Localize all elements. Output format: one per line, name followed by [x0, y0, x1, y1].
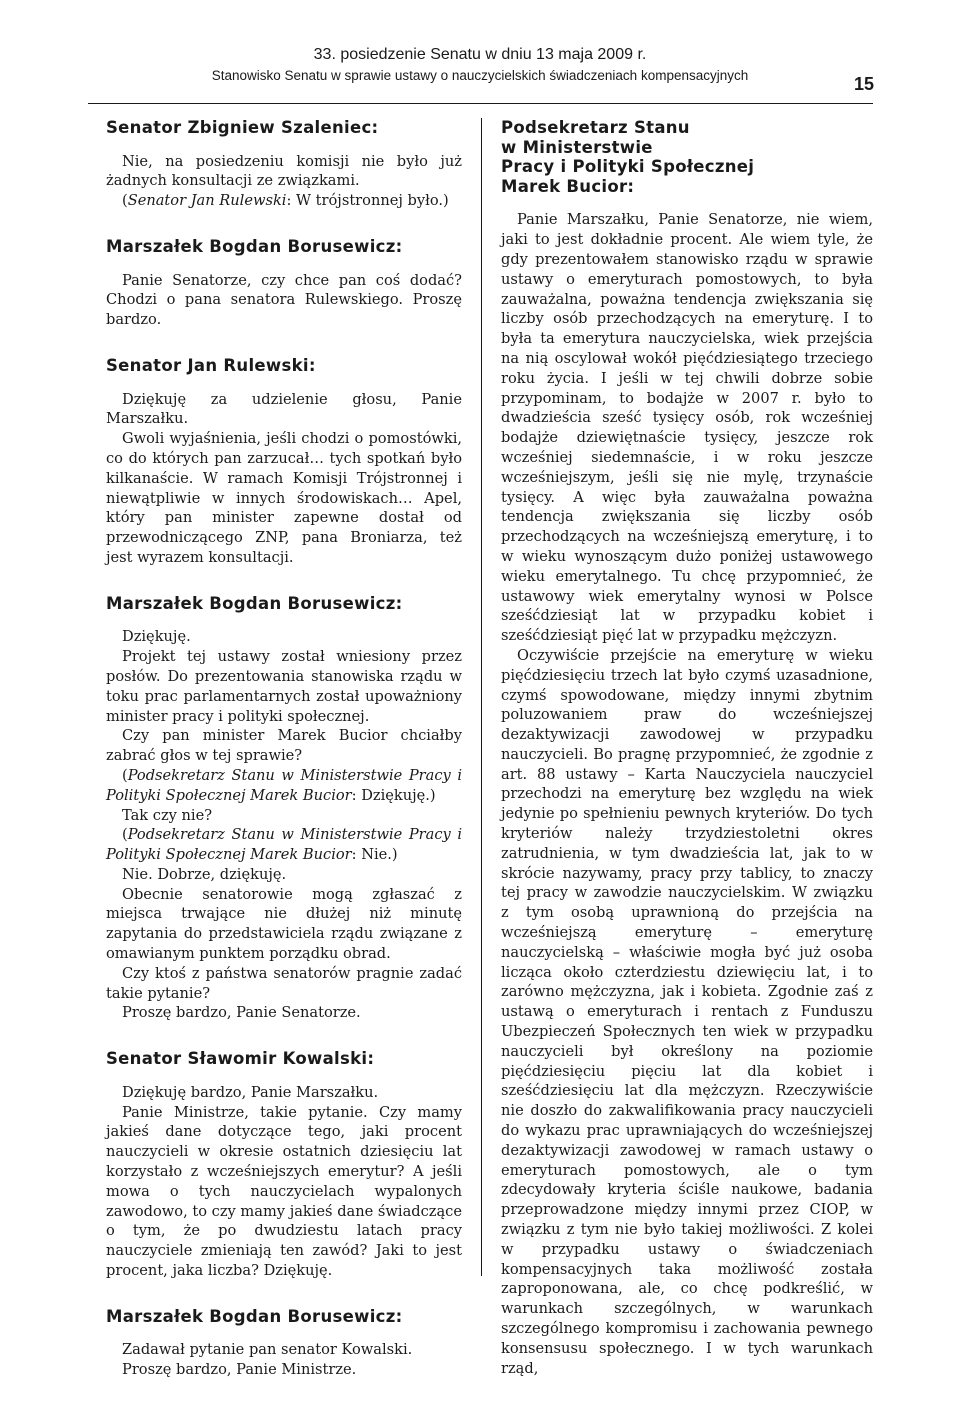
speech-paragraph: Projekt tej ustawy został wniesiony przez posłów. Do prezentowania stanowiska rządu w toku prac parlamentarnych został upoważniony minister pracy i polityki społecznej.: [106, 648, 462, 725]
speech-paragraph: Panie Senatorze, czy chce pan coś dodać? Chodzi o pana senatora Rulewskiego. Proszę bardzo.: [106, 271, 462, 329]
speaker-heading: Senator Jan Rulewski:: [106, 355, 316, 375]
speaker-heading: Marszałek Bogdan Borusewicz:: [106, 236, 403, 256]
speech-paragraph: Panie Marszałku, Panie Senatorze, nie wiem, jaki to jest dokładnie procent. Ale wiem tyle, że gdy prezentowałem stanowisko rządu w sprawie ustawy o emeryturach pomostowych, to była zauważalna, poważna tendencja zwiększania się liczby osób przechodzących na emeryturę. I to była ta emerytura nauczycielska, wiek przejścia na nią oscylował wokół pięćdziesiątego trzeciego roku życia. I jeśli w tej chwili dobrze sobie przypominam, to bodajże w 2007 r. było to dwadzieścia sześć tysięcy osób, rok wcześniej bodajże dziewiętnaście tysięcy, jeszcze rok wcześniej siedemnaście, i w roku jeszcze wcześniejszym, jeśli się nie mylę, trzynaście tysięcy. A więc była zauważalna poważna tendencja zwiększania się liczby osób przechodzących na wcześniejszą emeryturę, i to w wieku wynoszącym dużo poniżej ustawowego wieku emerytalnego. Tu chcę przypomnieć, że ustawowy wiek emerytalny wynosi w Polsce sześćdziesiąt lat w przypadku kobiet i sześćdziesiąt pięć lat w przypadku mężczyzn.: [501, 211, 873, 645]
left-column: [106, 118, 462, 1406]
speaker-heading-bucior: Podsekretarz Stanu w Ministerstwie Pracy i Polityki Społecznej Marek Bucior:: [501, 118, 755, 196]
speaker-heading: Senator Sławomir Kowalski:: [106, 1049, 375, 1069]
speech-szaleniec: [106, 118, 462, 211]
speech-paragraph: Panie Ministrze, takie pytanie. Czy mamy jakieś dane dotyczące tego, jaki procent nauczycieli w okresie ostatnich dziesięciu lat korzystało z wcześniejszych emerytur? A jeśli mowa o tych nauczycielach wypalonych zawodowo, to czy mamy jakieś dane świadczące o tym, że po dwudziestu latach pracy nauczyciele zmieniają ten zawód? Jaki to jest procent, jaka liczba? Dziękuję.: [106, 1103, 462, 1280]
header-rule: [88, 103, 873, 104]
speaker-heading: Marszałek Bogdan Borusewicz:: [106, 593, 403, 613]
column-divider: [481, 118, 482, 1276]
speech-paragraph: Gwoli wyjaśnienia, jeśli chodzi o pomostówki, co do których pan zarzucał… tych spotkań było kilkanaście. W ramach Komisji Trójstronnej i niewątpliwie w innych środowiskach… Apel, który pan minister zapewne dostał od przewodniczącego ZNP, pana Broniarza, też jest wyrazem konsultacji.: [106, 430, 462, 566]
speech-paragraph: Czy ktoś z państwa senatorów pragnie zadać takie pytanie?: [106, 964, 462, 1002]
speech-paragraph: Zadawał pytanie pan senator Kowalski.: [122, 1341, 413, 1359]
stage-direction: (Senator Jan Rulewski: W trójstronnej było.): [122, 192, 449, 210]
speaker-heading: Marszałek Bogdan Borusewicz:: [106, 1306, 403, 1326]
speech-paragraph: Proszę bardzo, Panie Senatorze.: [122, 1004, 361, 1022]
speech-paragraph: Oczywiście przejście na emeryturę w wieku pięćdziesięciu trzech lat było czymś uzasadnione, czymś spowodowane, między innymi zbytnim poluzowaniem praw do wcześniejszej dezaktywizacji zawodowej w przypadku nauczycieli. Bo pragnę przypomnieć, że zgodnie z art. 88 ustawy – Karta Nauczyciela nauczyciel przechodzi na emeryturę bez względu na wiek jedynie po spełnieniu pewnych kryteriów. Do tych kryteriów należy trzydziestoletni okres zatrudnienia, w tym dwadzieścia lat, jak to w skrócie nazywamy, pracy przy tablicy, to znaczy tej pracy w zawodzie nauczycielskim. W związku z tym osobą uprawnioną do przejścia na wcześniejszą emeryturę – emeryturę nauczycielską – właściwie mogła być już osoba licząca około czterdziestu dziewięciu lat, i to zarówno mężczyzna, jak i kobieta. Zgodnie zaś z ustawą o emeryturach i rentach z Funduszu Ubezpieczeń Społecznych ten wiek w przypadku nauczycieli był określony na poziomie pięćdziesięciu pięciu lat dla kobiet i sześćdziesięciu lat dla mężczyzn. Rzeczywiście nie doszło do zakwalifikowania pracy nauczycieli do wykazu prac uprawniających do wcześniejszej dezaktywizacji zawodowej w ramach ustawy o emeryturach pomostowych, ale o tym zdecydowały kryteria ściśle naukowe, badania przeprowadzone między innymi przez CIOP, w związku z tym nie było takiej możliwości. Z kolei w przypadku ustawy o świadczeniach kompensacyjnych taka możliwość została zaproponowana, ale, co chcę podkreślić, w warunkach szczególnych, w warunkach szczególnego kompromisu i zachowania pewnego konsensusu społecznego. I w tych warunkach rząd,: [501, 646, 873, 1377]
speech-paragraph: Dziękuję bardzo, Panie Marszałku.: [122, 1083, 379, 1101]
speech-paragraph: Czy pan minister Marek Bucior chciałby zabrać głos w tej sprawie?: [106, 727, 462, 765]
speech-borusewicz-3: [106, 1307, 462, 1380]
stage-direction: (Podsekretarz Stanu w Ministerstwie Pracy i Polityki Społecznej Marek Bucior: Nie.): [106, 826, 462, 864]
speech-paragraph: Dziękuję.: [122, 628, 191, 646]
speech-kowalski: [106, 1049, 462, 1281]
header-topic: Stanowisko Senatu w sprawie ustawy o nauczycielskich świadczeniach kompensacyjnych: [211, 68, 749, 83]
speech-paragraph: Proszę bardzo, Panie Ministrze.: [122, 1361, 357, 1379]
page-number: 15: [853, 74, 874, 94]
speech-paragraph: Nie, na posiedzeniu komisji nie było już żadnych konsultacji ze związkami.: [106, 152, 462, 190]
header-session-title: 33. posiedzenie Senatu w dniu 13 maja 2009 r.: [313, 46, 647, 63]
speech-paragraph: Tak czy nie?: [122, 806, 213, 824]
speech-rulewski: [106, 356, 462, 568]
speech-borusewicz-1: [106, 237, 462, 330]
right-column: [501, 118, 873, 1378]
speaker-heading: Senator Zbigniew Szaleniec:: [106, 118, 379, 137]
speech-borusewicz-2: [106, 594, 462, 1024]
speech-paragraph: Dziękuję za udzielenie głosu, Panie Marszałku.: [106, 390, 462, 428]
stage-direction: (Podsekretarz Stanu w Ministerstwie Pracy i Polityki Społecznej Marek Bucior: Dziękuję.): [106, 766, 462, 804]
speech-paragraph: Nie. Dobrze, dziękuję.: [122, 865, 287, 883]
speech-paragraph: Obecnie senatorowie mogą zgłaszać z miejsca trwające nie dłużej niż minutę zapytania do przedstawiciela rządu związane z omawianym punktem porządku obrad.: [106, 885, 462, 963]
running-header: [88, 44, 872, 86]
